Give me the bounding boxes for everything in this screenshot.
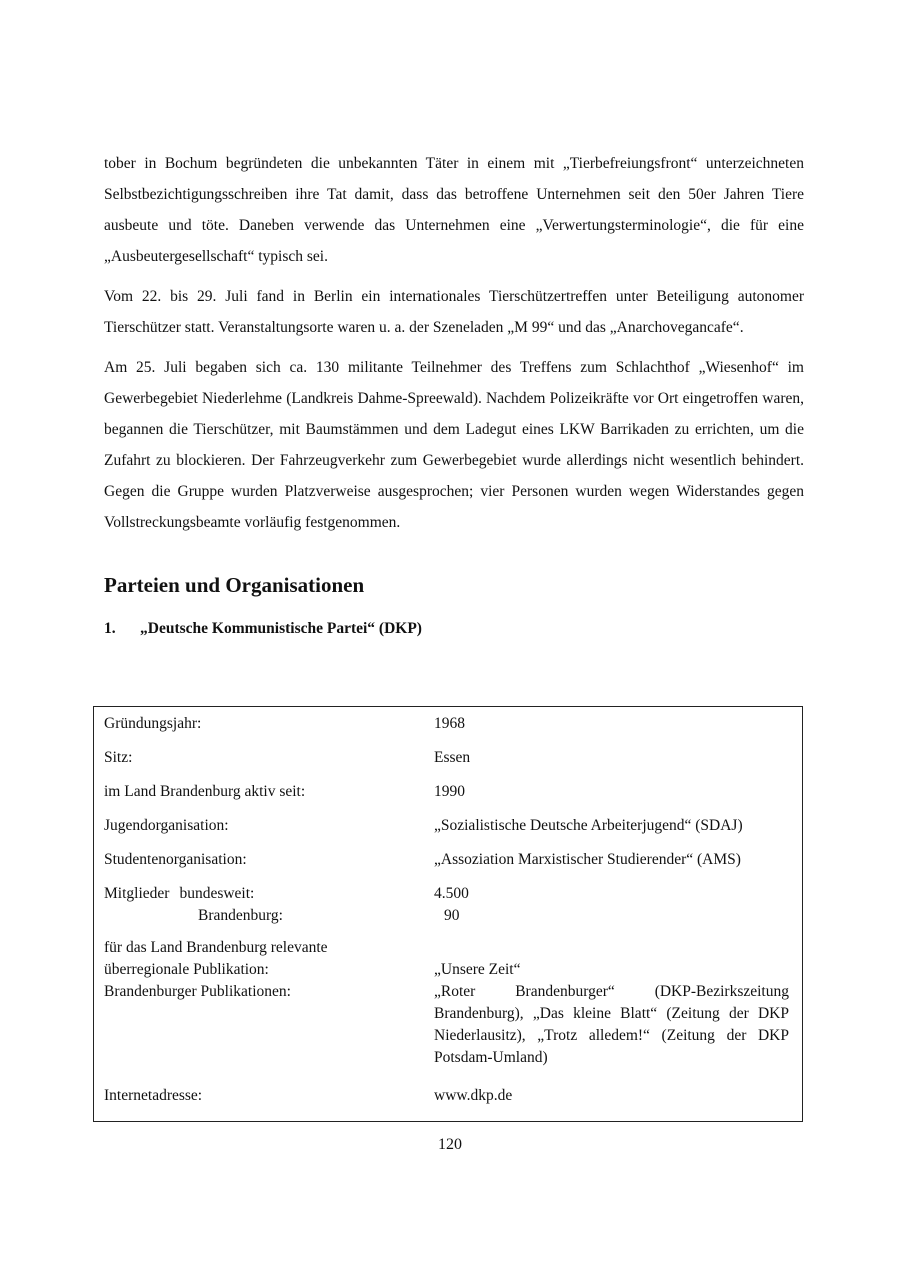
publications-label-line: für das Land Brandenburg relevante: [104, 939, 328, 956]
founded-label: Gründungsjahr:: [104, 715, 202, 732]
active-since-label: im Land Brandenburg aktiv seit:: [104, 783, 306, 800]
internet-value: www.dkp.de: [434, 1087, 513, 1104]
seat-value: Essen: [434, 749, 471, 766]
members-bb-value: 90: [444, 907, 460, 924]
document-body: [104, 148, 804, 640]
members-label: [104, 883, 414, 905]
body-paragraph: tober in Bochum begründeten die unbekannten Täter in einem mit „Tierbefreiungsfront“ unterzeichneten Selbstbezichtigungsschreiben ihre Tat damit, dass das betroffene Unternehmen seit den 50er Jahren Tiere ausbeute und töte. Daneben verwende das Unternehmen eine „Verwertungsterminologie“, die für eine „Ausbeutergesellschaft“ typisch sei.: [104, 155, 804, 265]
active-since-value: 1990: [434, 783, 465, 800]
seat-label: Sitz:: [104, 749, 133, 766]
publications-label-line: überregionale Publikation:: [104, 961, 269, 978]
publications-values: [434, 959, 789, 1069]
dkp-fact-table: [93, 706, 803, 1122]
subsection-heading: [104, 618, 804, 640]
body-paragraph: Am 25. Juli begaben sich ca. 130 militante Teilnehmer des Treffens zum Schlachthof „Wiesenhof“ im Gewerbegebiet Niederlehme (Landkreis Dahme-Spreewald). Nachdem Polizeikräfte vor Ort eingetroffen waren, begannen die Tierschützer, mit Baumstämmen und dem Ladegut eines LKW Barrikaden zu errichten, um die Zufahrt zu blockieren. Der Fahrzeugverkehr zum Gewerbegebiet wurde allerdings nicht wesentlich behindert. Gegen die Gruppe wurden Platzverweise ausgesprochen; vier Personen wurden wegen Widerstandes gegen Vollstreckungsbeamte vorläufig festgenommen.: [104, 359, 804, 531]
youth-label: Jugendorganisation:: [104, 817, 229, 834]
subsection-number: 1.: [104, 620, 116, 637]
section-heading: Parteien und Organisationen: [104, 573, 365, 597]
page-number: 120: [438, 1136, 462, 1153]
brandenburg-publications: „Roter Brandenburger“ (DKP-Bezirkszeitung Brandenburg), „Das kleine Blatt“ (Zeitung der DKP Niederlausitz), „Trotz alledem!“ (Zeitung der DKP Potsdam-Umland): [434, 983, 789, 1066]
members-federal-label: bundesweit:: [179, 885, 255, 902]
body-paragraph: Vom 22. bis 29. Juli fand in Berlin ein internationales Tierschützertreffen unter Beteiligung autonomer Tierschützer statt. Veranstaltungsorte waren u. a. der Szeneladen „M 99“ und das „Anarchovegancafe“.: [104, 288, 804, 336]
students-value: „Assoziation Marxistischer Studierender“ (AMS): [434, 851, 741, 868]
publications-label-line: Brandenburger Publikationen:: [104, 983, 291, 1000]
founded-value: 1968: [434, 715, 465, 732]
publications-label: [104, 937, 414, 1003]
members-bb-label: Brandenburg:: [198, 907, 283, 924]
internet-label: Internetadresse:: [104, 1087, 203, 1104]
subsection-title: „Deutsche Kommunistische Partei“ (DKP): [140, 620, 422, 637]
students-label: Studentenorganisation:: [104, 851, 247, 868]
supraregional-publication: „Unsere Zeit“: [434, 961, 521, 978]
members-heading: Mitglieder: [104, 885, 170, 902]
youth-value: „Sozialistische Deutsche Arbeiterjugend“ (SDAJ): [434, 817, 743, 834]
members-federal-value: 4.500: [434, 885, 469, 902]
